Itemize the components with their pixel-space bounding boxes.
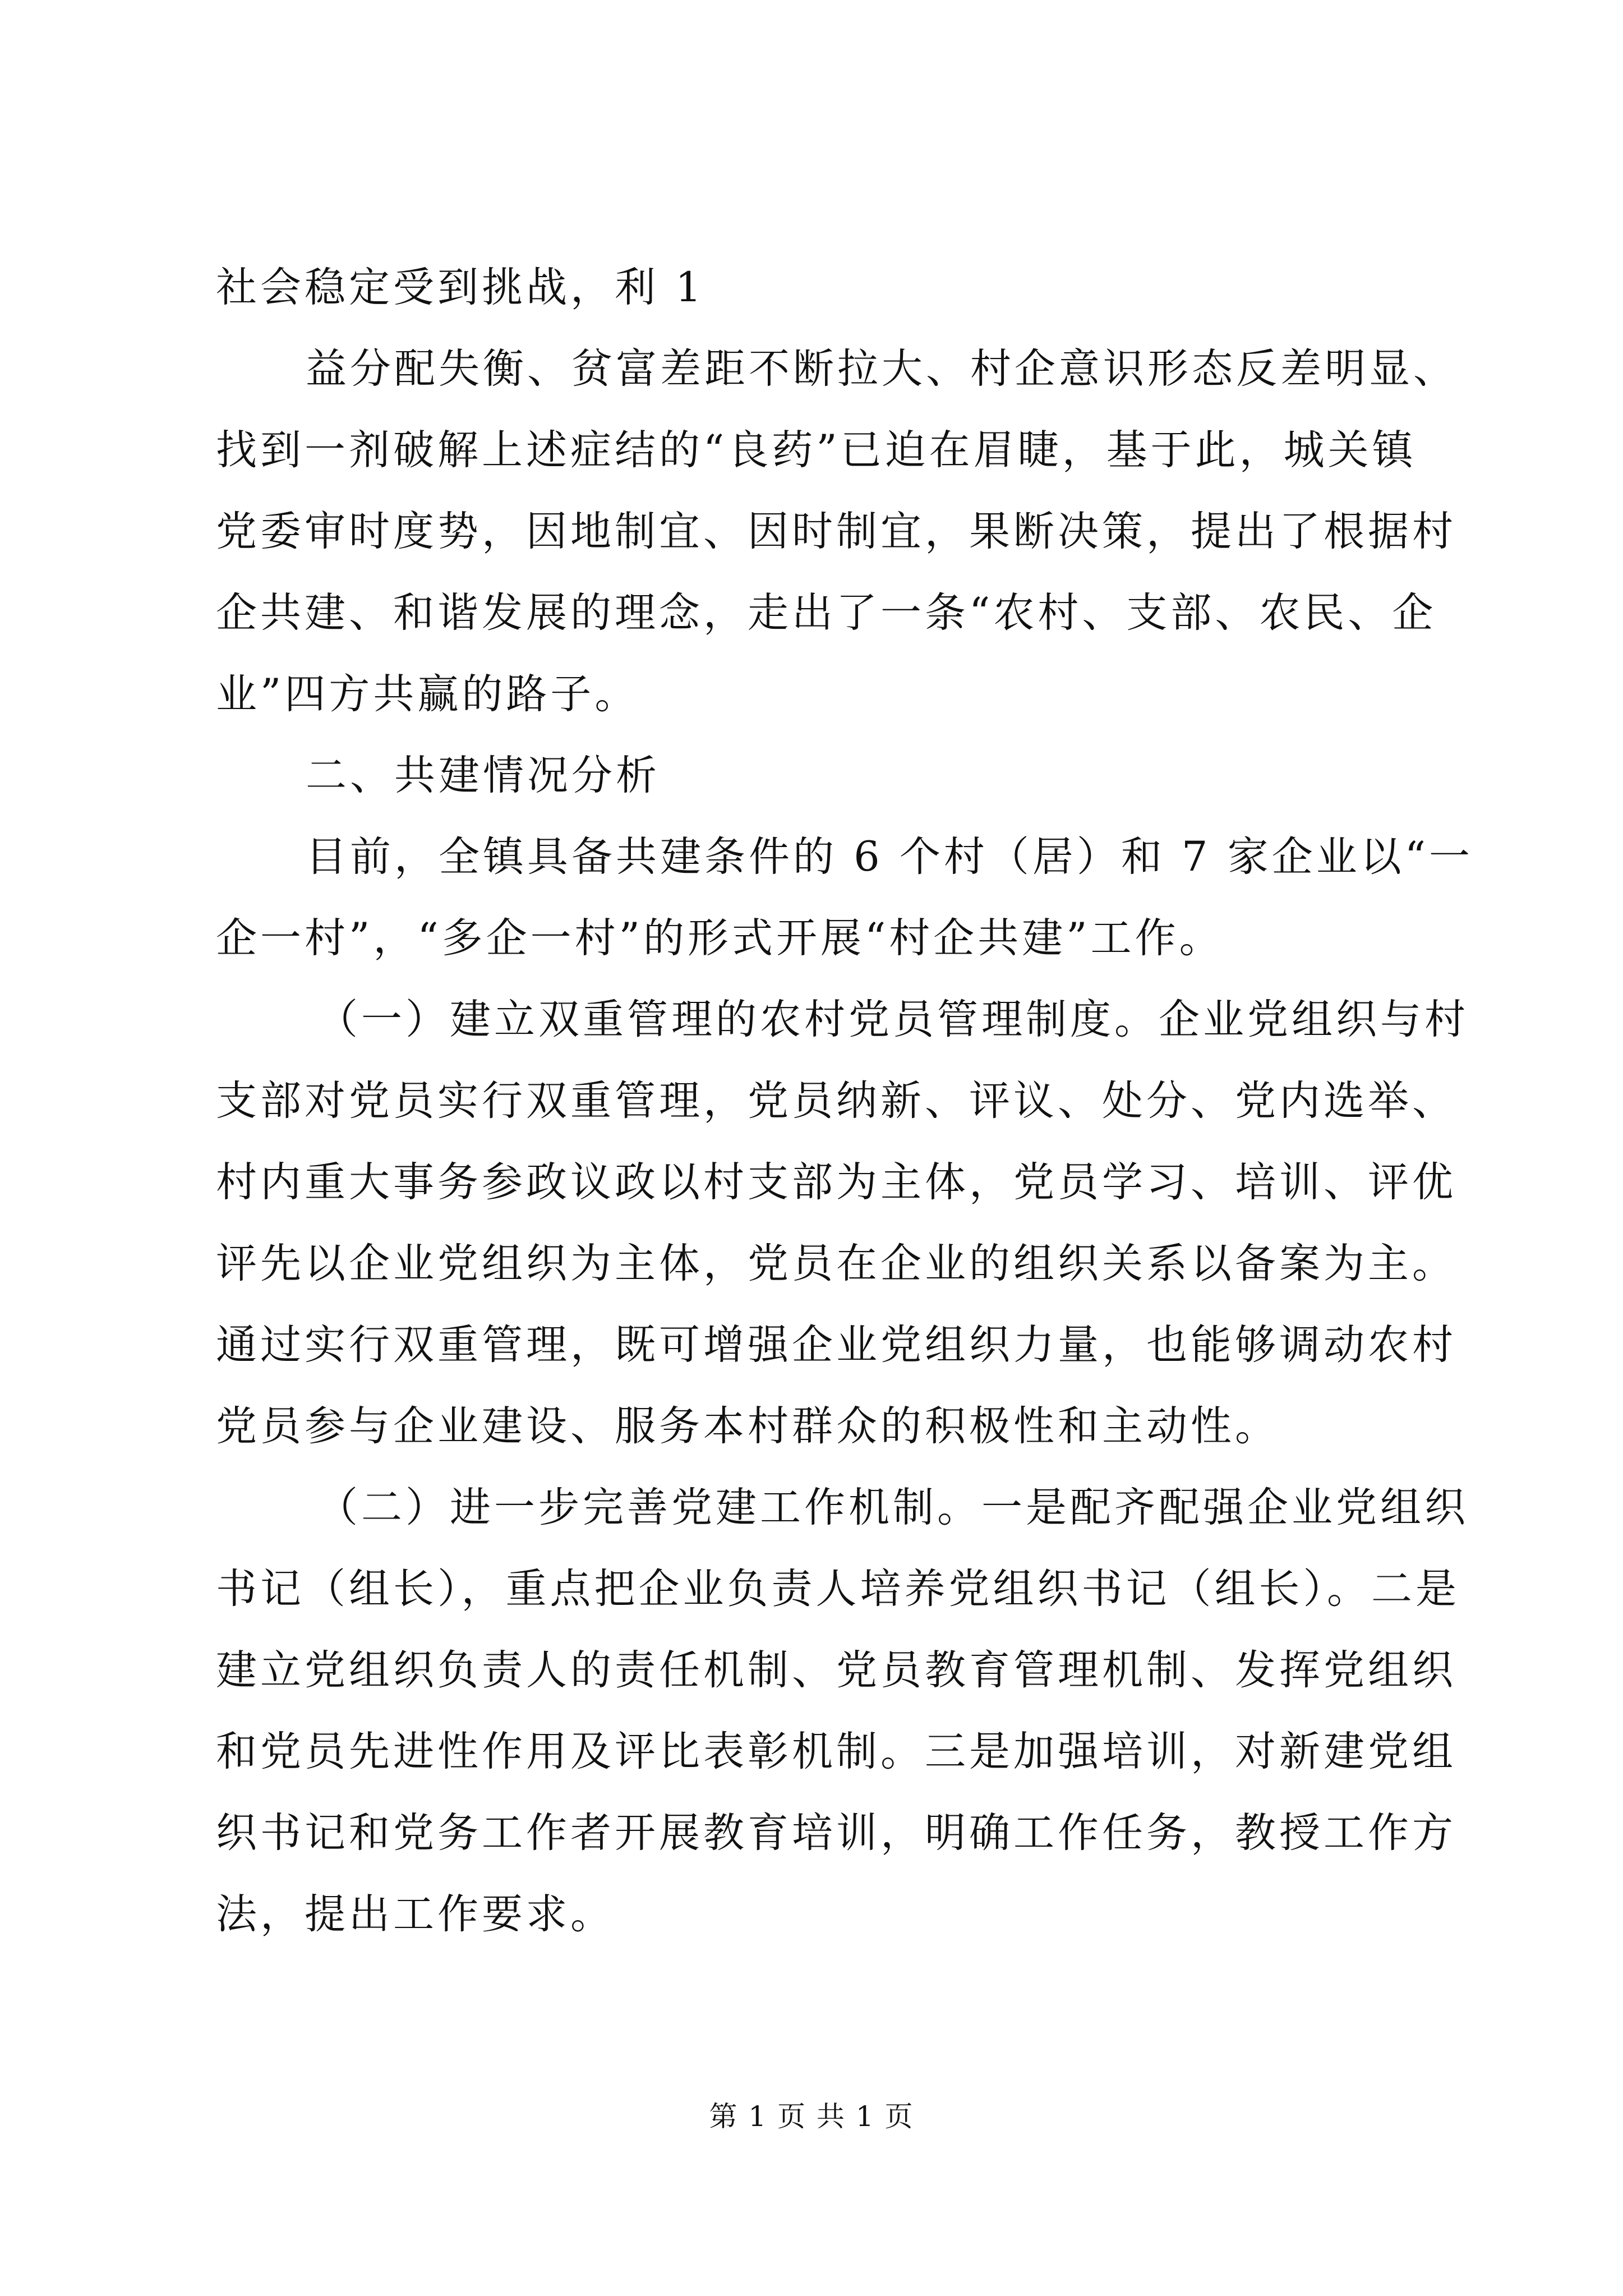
text-line: 建立党组织负责人的责任机制、党员教育管理机制、发挥党组织 <box>216 1646 1456 1694</box>
text-line: 企一村”，“多企一村”的形式开展“村企共建”工作。 <box>216 914 1224 962</box>
text-line: 支部对党员实行双重管理，党员纳新、评议、处分、党内选举、 <box>216 1077 1456 1125</box>
text-line: 企共建、和谐发展的理念，走出了一条“农村、支部、农民、企 <box>216 589 1437 637</box>
text-line: 找到一剂破解上述症结的“良药”已迫在眉睫，基于此，城关镇 <box>216 426 1417 474</box>
text-line: 社会稳定受到挑战，利 1 <box>216 264 705 311</box>
section-heading: 二、共建情况分析 <box>306 752 660 799</box>
text-line: （一）建立双重管理的农村党员管理制度。企业党组织与村 <box>317 996 1469 1043</box>
text-line: 书记（组长），重点把企业负责人培养党组织书记（组长）。二是 <box>216 1565 1460 1613</box>
text-line: 业”四方共赢的路子。 <box>216 670 639 718</box>
text-line: 党员参与企业建设、服务本村群众的积极性和主动性。 <box>216 1402 1279 1450</box>
text-line: 党委审时度势，因地制宜、因时制宜，果断决策，提出了根据村 <box>216 508 1456 555</box>
text-line: 益分配失衡、贫富差距不断拉大、村企意识形态反差明显、 <box>306 345 1458 393</box>
document-body <box>216 247 1474 1955</box>
text-line: 和党员先进性作用及评比表彰机制。三是加强培训，对新建党组 <box>216 1728 1456 1775</box>
page-footer: 第 1 页 共 1 页 <box>709 2100 914 2133</box>
text-line: 村内重大事务参政议政以村支部为主体，党员学习、培训、评优 <box>216 1158 1456 1206</box>
text-line: 评先以企业党组织为主体，党员在企业的组织关系以备案为主。 <box>216 1240 1456 1287</box>
text-line: 目前，全镇具备共建条件的 6 个村（居）和 7 家企业以“一 <box>306 833 1474 881</box>
text-line: 法，提出工作要求。 <box>216 1890 615 1938</box>
text-line: 通过实行双重管理，既可增强企业党组织力量，也能够调动农村 <box>216 1321 1456 1369</box>
text-line: 织书记和党务工作者开展教育培训，明确工作任务，教授工作方 <box>216 1809 1456 1857</box>
text-line: （二）进一步完善党建工作机制。一是配齐配强企业党组织 <box>317 1484 1469 1531</box>
